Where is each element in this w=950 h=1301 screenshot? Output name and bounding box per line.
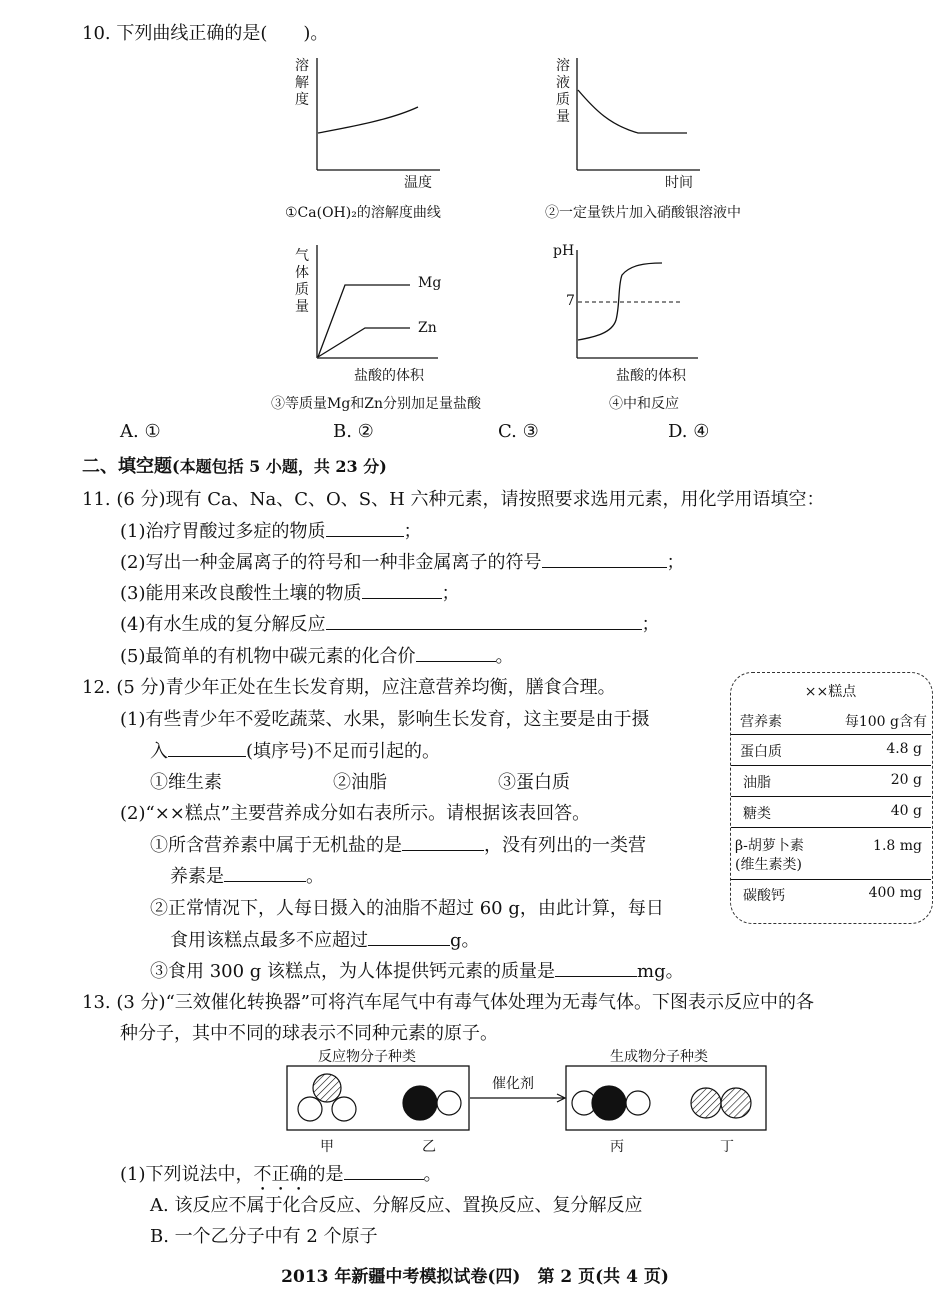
q10-option-c: C. ③ (498, 421, 539, 442)
q12-blank-1[interactable] (168, 740, 246, 757)
graph-3-mg-label: Mg (418, 275, 442, 291)
q11-p3-text: (3)能用来改良酸性土壤的物质 (120, 583, 362, 604)
nutrition-row-name: 蛋白质 (740, 744, 782, 760)
q11-p2-semi: ； (666, 552, 685, 573)
q11-p5-end: 。 (495, 646, 514, 667)
nutrition-row-name: β-胡萝卜素 (735, 838, 804, 854)
q13-stem-line-1: 13. (3 分)“三效催化转换器”可将汽车尾气中有毒气体处理为无毒气体。下图表示反应中的各 (82, 992, 814, 1013)
q11-part-1 (120, 517, 422, 543)
product-title: 生成物分子种类 (610, 1049, 708, 1065)
q10-option-a: A. ① (120, 421, 161, 442)
nutrition-row-value: 1.8 mg (873, 838, 922, 854)
graph-4-seven-label: 7 (566, 293, 575, 309)
reactant-title: 反应物分子种类 (318, 1049, 416, 1065)
q12-part-2: (2)“××糕点”主要营养成分如右表所示。请根据该表回答。 (120, 803, 591, 824)
q11-part-2 (120, 548, 685, 574)
graph-4-ylabel: pH (553, 243, 575, 259)
nutrition-divider (731, 827, 931, 828)
molecule-label-ding: 丁 (720, 1139, 734, 1155)
q12-part-1b (150, 737, 440, 763)
q12-blank-2[interactable] (402, 834, 484, 851)
graph-2-caption: ②一定量铁片加入硝酸银溶液中 (545, 205, 741, 221)
q11-part-3 (120, 579, 460, 605)
q13-p1-end: 。 (423, 1164, 442, 1185)
q12-stem: 12. (5 分)青少年正处在生长发育期，应注意营养均衡，膳食合理。 (82, 677, 616, 698)
q13-part-1 (120, 1160, 442, 1195)
graph-4-ph (550, 245, 720, 365)
nutrition-divider (731, 765, 931, 766)
q12-sub-2b (170, 926, 480, 952)
q12-blank-5[interactable] (555, 960, 637, 977)
graph-4-xlabel: 盐酸的体积 (616, 368, 686, 384)
section-2-title: 二、填空题 (82, 456, 172, 477)
q12-opt-1: ①维生素 (150, 772, 222, 793)
graph-1-solubility (290, 55, 460, 200)
q13-option-a: A. 该反应不属于化合反应、分解反应、置换反应、复分解反应 (150, 1195, 643, 1216)
q12-s1b-pre: 养素是 (170, 866, 224, 887)
nutrition-divider (731, 796, 931, 797)
q10-option-d: D. ④ (668, 421, 710, 442)
q12-opt-2: ②油脂 (333, 772, 387, 793)
q11-p1-semi: ； (403, 521, 422, 542)
q12-sub-2a: ②正常情况下，人每日摄入的油脂不超过 60 g，由此计算，每日 (150, 898, 664, 919)
q11-part-5 (120, 642, 514, 668)
q12-opt-3: ③蛋白质 (498, 772, 570, 793)
q11-blank-5[interactable] (416, 645, 496, 662)
nutrition-row-value: 400 mg (868, 885, 922, 901)
q12-p1b-pre: 入 (150, 741, 168, 762)
q10-stem: 10. 下列曲线正确的是( )。 (82, 23, 329, 44)
q12-s3-pre: ③食用 300 g 该糕点，为人体提供钙元素的质量是 (150, 961, 556, 982)
graph-2-ylabel: 溶液质量 (556, 58, 570, 125)
q11-part-4 (120, 610, 660, 636)
catalyst-label: 催化剂 (492, 1076, 534, 1092)
q12-sub-1a (150, 831, 646, 857)
q11-p4-text: (4)有水生成的复分解反应 (120, 614, 326, 635)
q11-blank-2[interactable] (542, 551, 667, 568)
nutrition-row-value: 40 g (890, 803, 922, 819)
graph-1-ylabel: 溶解度 (295, 58, 309, 108)
graph-2-xlabel: 时间 (665, 175, 693, 191)
q13-p1-emphasis: 不正确 (253, 1164, 308, 1185)
graph-1-xlabel: 温度 (404, 175, 432, 191)
q13-p1-pre: (1)下列说法中， (120, 1164, 254, 1185)
q12-p1b-post: (填序号)不足而引起的。 (246, 741, 441, 762)
q11-p1-text: (1)治疗胃酸过多症的物质 (120, 521, 326, 542)
graph-3-gas-mass (290, 245, 460, 365)
nutrition-table-title: ××糕点 (804, 684, 857, 700)
q12-sub-3 (150, 957, 684, 983)
nutrition-divider (731, 734, 931, 735)
section-2-note: (本题包括 5 小题，共 23 分) (172, 457, 387, 476)
q13-stem-line-2: 种分子，其中不同的球表示不同种元素的原子。 (120, 1023, 498, 1044)
q11-blank-1[interactable] (326, 520, 404, 537)
molecule-label-yi: 乙 (422, 1139, 436, 1155)
q11-blank-4[interactable] (326, 613, 642, 630)
graph-2-solution-mass (550, 55, 720, 200)
q12-s2b-pre: 食用该糕点最多不应超过 (170, 930, 368, 951)
q11-p4-semi: ； (641, 614, 660, 635)
nutrition-row-name: 糖类 (743, 806, 771, 822)
q11-stem: 11. (6 分)现有 Ca、Na、C、O、S、H 六种元素，请按照要求选用元素，用化学用语填空： (82, 489, 825, 510)
q12-blank-3[interactable] (224, 865, 306, 882)
nutrition-row-name: 碳酸钙 (743, 888, 785, 904)
nutrition-row-value: 20 g (890, 772, 922, 788)
section-2-heading (82, 452, 387, 478)
graph-3-ylabel: 气体质量 (295, 248, 309, 315)
nutrition-row-name-2: (维生素类) (735, 857, 802, 873)
q13-blank-1[interactable] (344, 1163, 424, 1180)
nutrition-header-name: 营养素 (740, 714, 782, 730)
graph-4-caption: ④中和反应 (609, 396, 679, 412)
q12-s1a-post: ，没有列出的一类营 (484, 835, 646, 856)
graph-3-caption: ③等质量Mg和Zn分别加足量盐酸 (271, 396, 482, 412)
nutrition-row-name: 油脂 (743, 775, 771, 791)
q12-s1b-post: 。 (306, 866, 324, 887)
page-footer: 2013 年新疆中考模拟试卷(四) 第 2 页(共 4 页) (281, 1267, 669, 1287)
q11-p5-text: (5)最简单的有机物中碳元素的化合价 (120, 646, 416, 667)
graph-3-zn-label: Zn (418, 320, 437, 336)
nutrition-header-value: 每100 g含有 (844, 714, 927, 730)
q12-sub-1b (170, 862, 324, 888)
q12-s1a-pre: ①所含营养素中属于无机盐的是 (150, 835, 402, 856)
graph-1-caption: ①Ca(OH)₂的溶解度曲线 (285, 205, 441, 221)
q11-blank-3[interactable] (362, 582, 442, 599)
q11-p2-text: (2)写出一种金属离子的符号和一种非金属离子的符号 (120, 552, 542, 573)
nutrition-divider (731, 879, 931, 880)
q12-s2b-post: g。 (450, 930, 480, 951)
q12-s3-post: mg。 (637, 961, 684, 982)
graph-3-xlabel: 盐酸的体积 (354, 368, 424, 384)
q13-option-b: B. 一个乙分子中有 2 个原子 (150, 1226, 378, 1247)
q10-option-b: B. ② (333, 421, 374, 442)
q11-p3-semi: ； (441, 583, 460, 604)
nutrition-row-value: 4.8 g (886, 741, 922, 757)
q13-p1-post: 的是 (307, 1164, 344, 1185)
molecule-label-bing: 丙 (610, 1139, 624, 1155)
molecule-label-jia: 甲 (320, 1139, 334, 1155)
q12-blank-4[interactable] (368, 929, 450, 946)
q12-part-1a: (1)有些青少年不爱吃蔬菜、水果，影响生长发育，这主要是由于摄 (120, 709, 650, 730)
